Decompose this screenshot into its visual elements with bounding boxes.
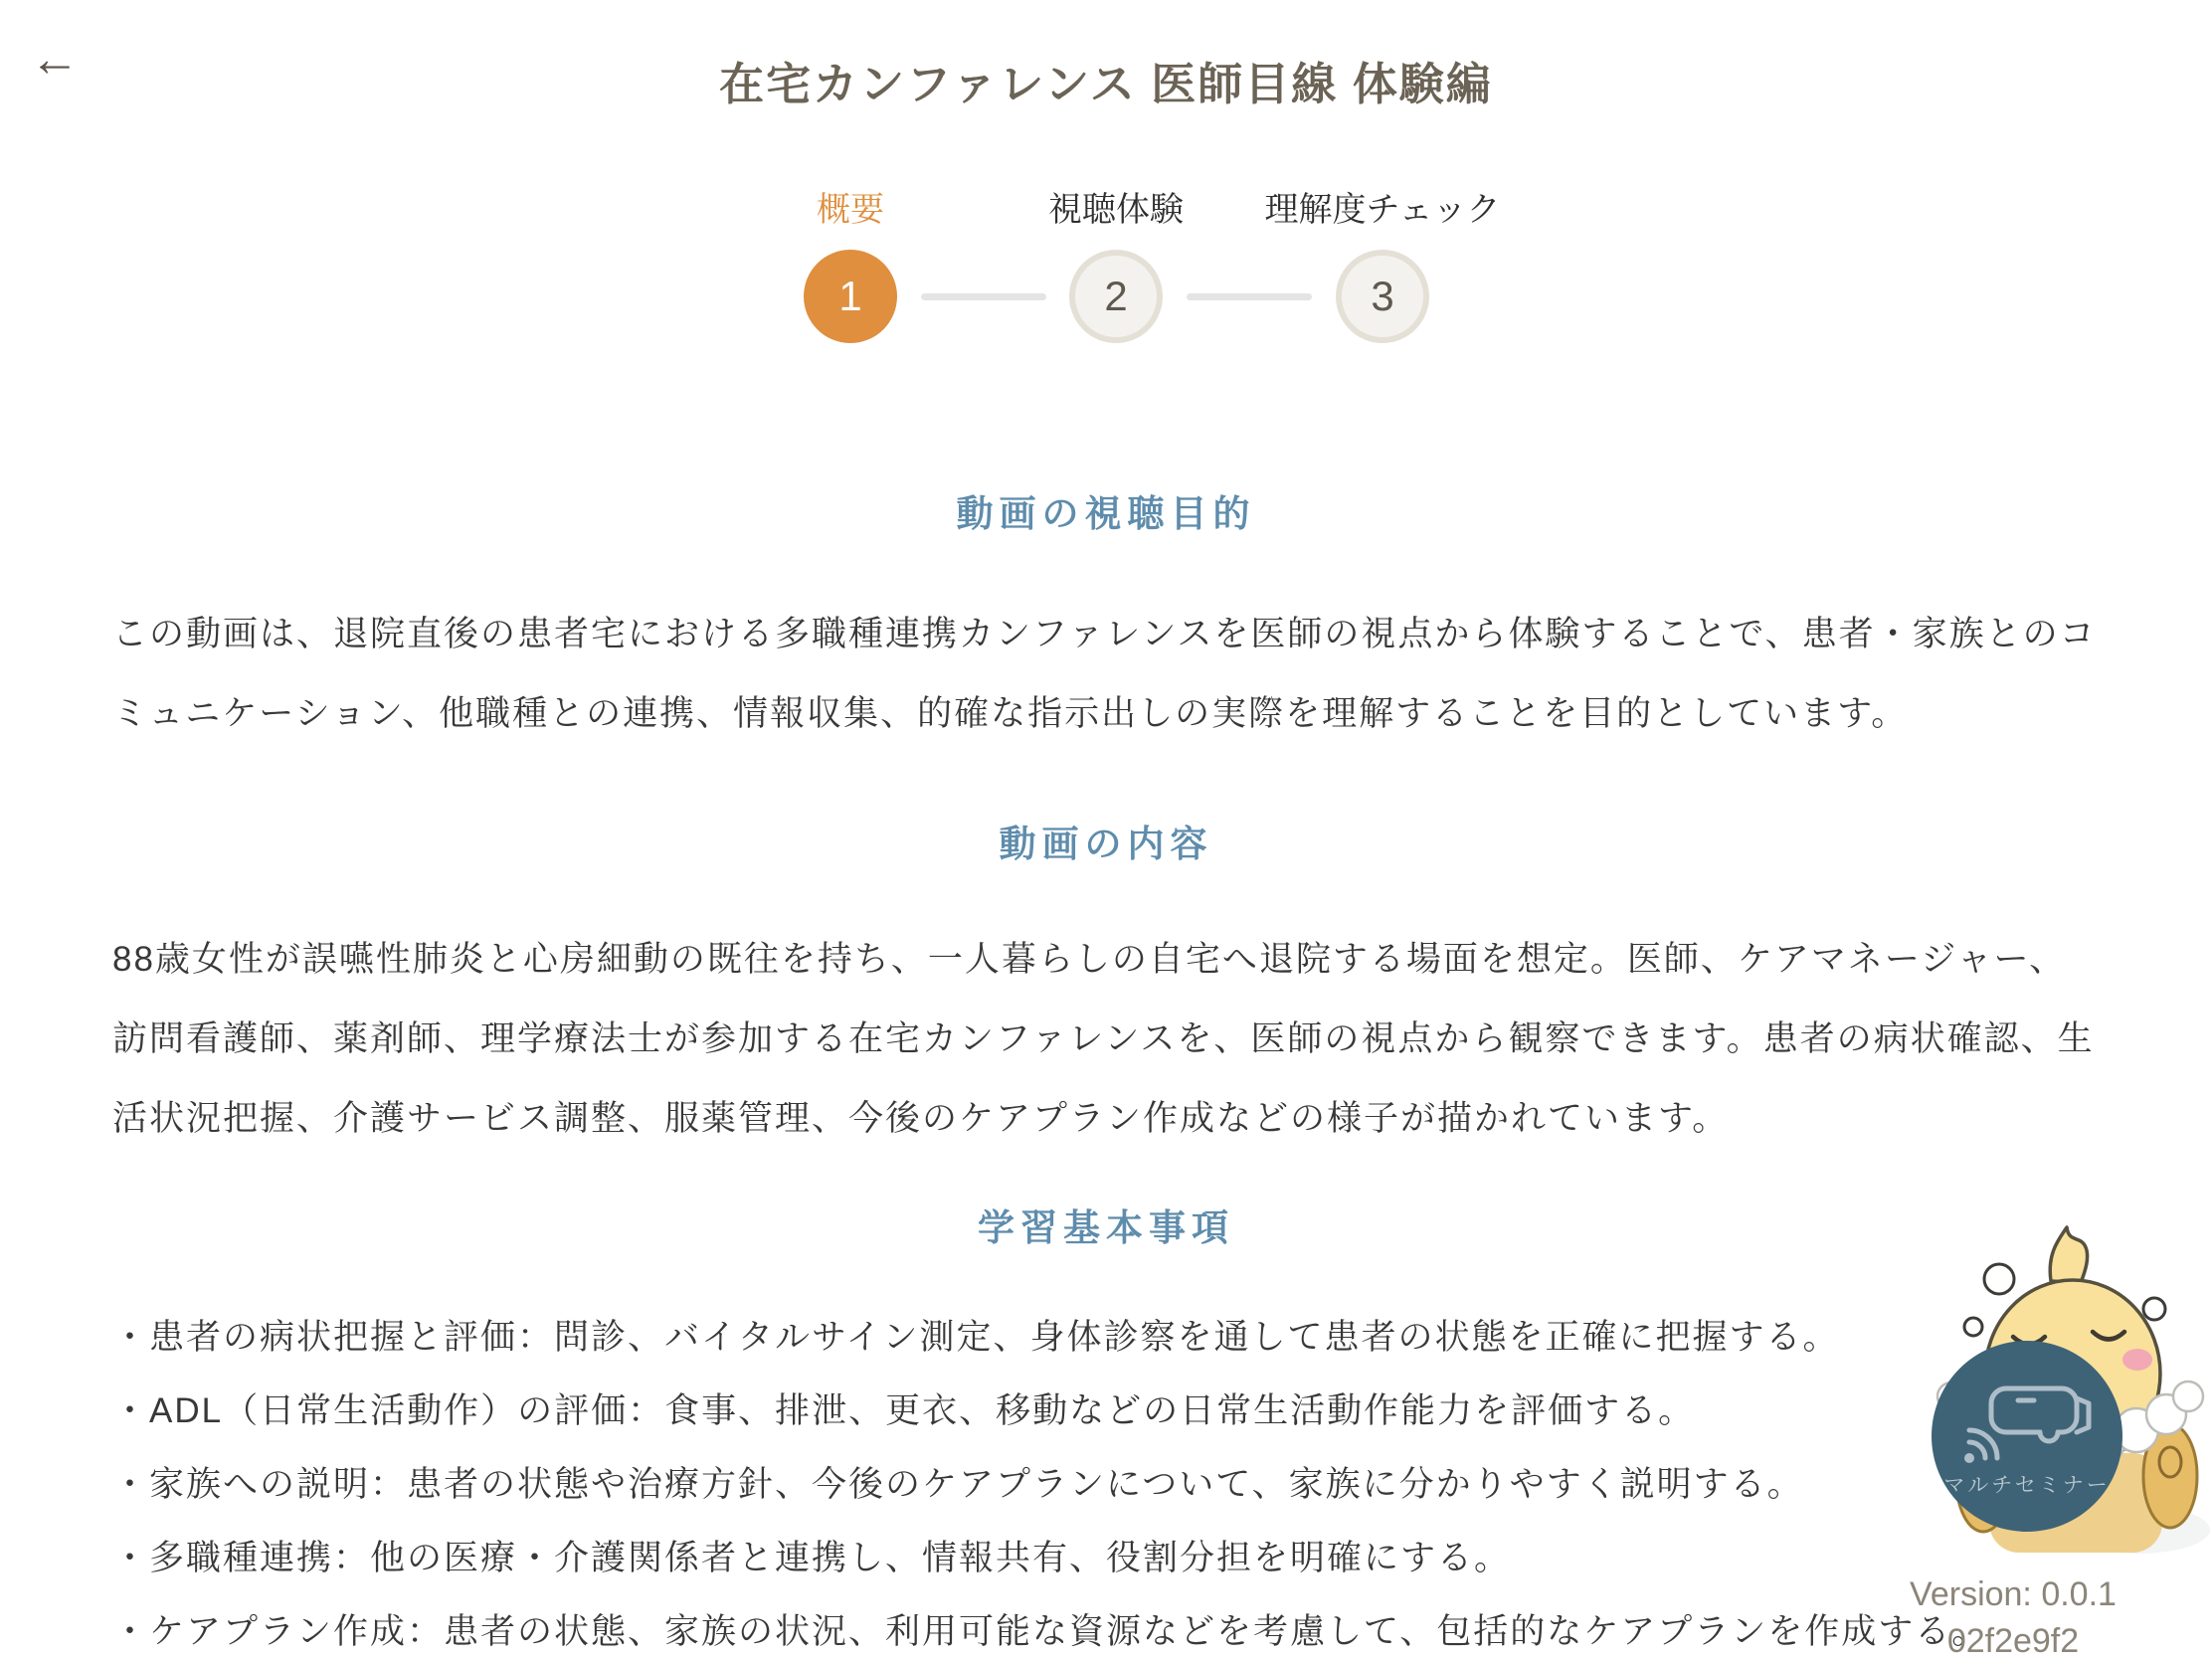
step-circle-3[interactable]: 3 xyxy=(1336,250,1429,343)
stepper xyxy=(708,182,1524,361)
bullet-item: ・多職種連携：他の医療・介護関係者と連携し、情報共有、役割分担を明確にする。 xyxy=(112,1539,1512,1577)
step-label-quiz: 理解度チェック xyxy=(1264,191,1501,229)
bullet-item: ・患者の病状把握と評価：問診、バイタルサイン測定、身体診察を通して患者の状態を正確に把握する。 xyxy=(112,1318,1840,1357)
section-heading-learning: 学習基本事項 xyxy=(978,1207,1234,1248)
section-heading-purpose: 動画の視聴目的 xyxy=(956,493,1256,534)
step-circle-2[interactable]: 2 xyxy=(1069,250,1163,343)
step-connector-1 xyxy=(921,293,1046,300)
badge-label: マルチセミナー xyxy=(1943,1474,2111,1497)
bullet-item: ・家族への説明：患者の状態や治療方針、今後のケアプランについて、家族に分かりやすく説明する。 xyxy=(112,1465,1804,1504)
section-body-purpose: この動画は、退院直後の患者宅における多職種連携カンファレンスを医師の視点から体験することで、患者・家族とのコミュニケーション、他職種との連携、情報収集、的確な指示出しの実際を理解することを目的としています。 xyxy=(112,615,2097,733)
bullet-item: ・ADL（日常生活動作）の評価：食事、排泄、更衣、移動などの日常生活動作能力を評価する。 xyxy=(112,1391,1696,1430)
cheek-right xyxy=(2122,1349,2152,1371)
bullet-item: ・ケアプラン作成：患者の状態、家族の状況、利用可能な資源などを考慮して、包括的なケアプランを作成する。 xyxy=(112,1612,1989,1651)
version-info xyxy=(1886,1571,2140,1659)
build-hash: 02f2e9f2 xyxy=(1946,1622,2080,1659)
step-label-overview: 概要 xyxy=(817,191,884,229)
section-body-content: 88歳女性が誤嚥性肺炎と心房細動の既往を持ち、一人暮らしの自宅へ退院する場面を想定。医師、ケアマネージャー、訪問看護師、薬剤師、理学療法士が参加する在宅カンファレンスを、医師の視点から観察できます。患者の病状確認、生活状況把握、介護サービス調整、服薬管理、今後のケアプラン作成などの様子が描かれています。 xyxy=(112,940,2095,1138)
step-circle-1[interactable]: 1 xyxy=(804,250,897,343)
step-label-viewing: 視聴体験 xyxy=(1048,191,1184,229)
step-connector-2 xyxy=(1187,293,1312,300)
multi-seminar-badge xyxy=(1932,1341,2122,1532)
section-heading-content: 動画の内容 xyxy=(999,824,1213,864)
back-button[interactable]: ← xyxy=(30,31,80,87)
page-title: 在宅カンファレンス 医師目線 体験編 xyxy=(719,59,1493,109)
mascot-image xyxy=(1932,1219,2212,1558)
learning-bullet-list xyxy=(112,1301,2141,1659)
mascot-svg xyxy=(1932,1219,2212,1558)
version-number: Version: 0.0.1 xyxy=(1910,1575,2117,1613)
